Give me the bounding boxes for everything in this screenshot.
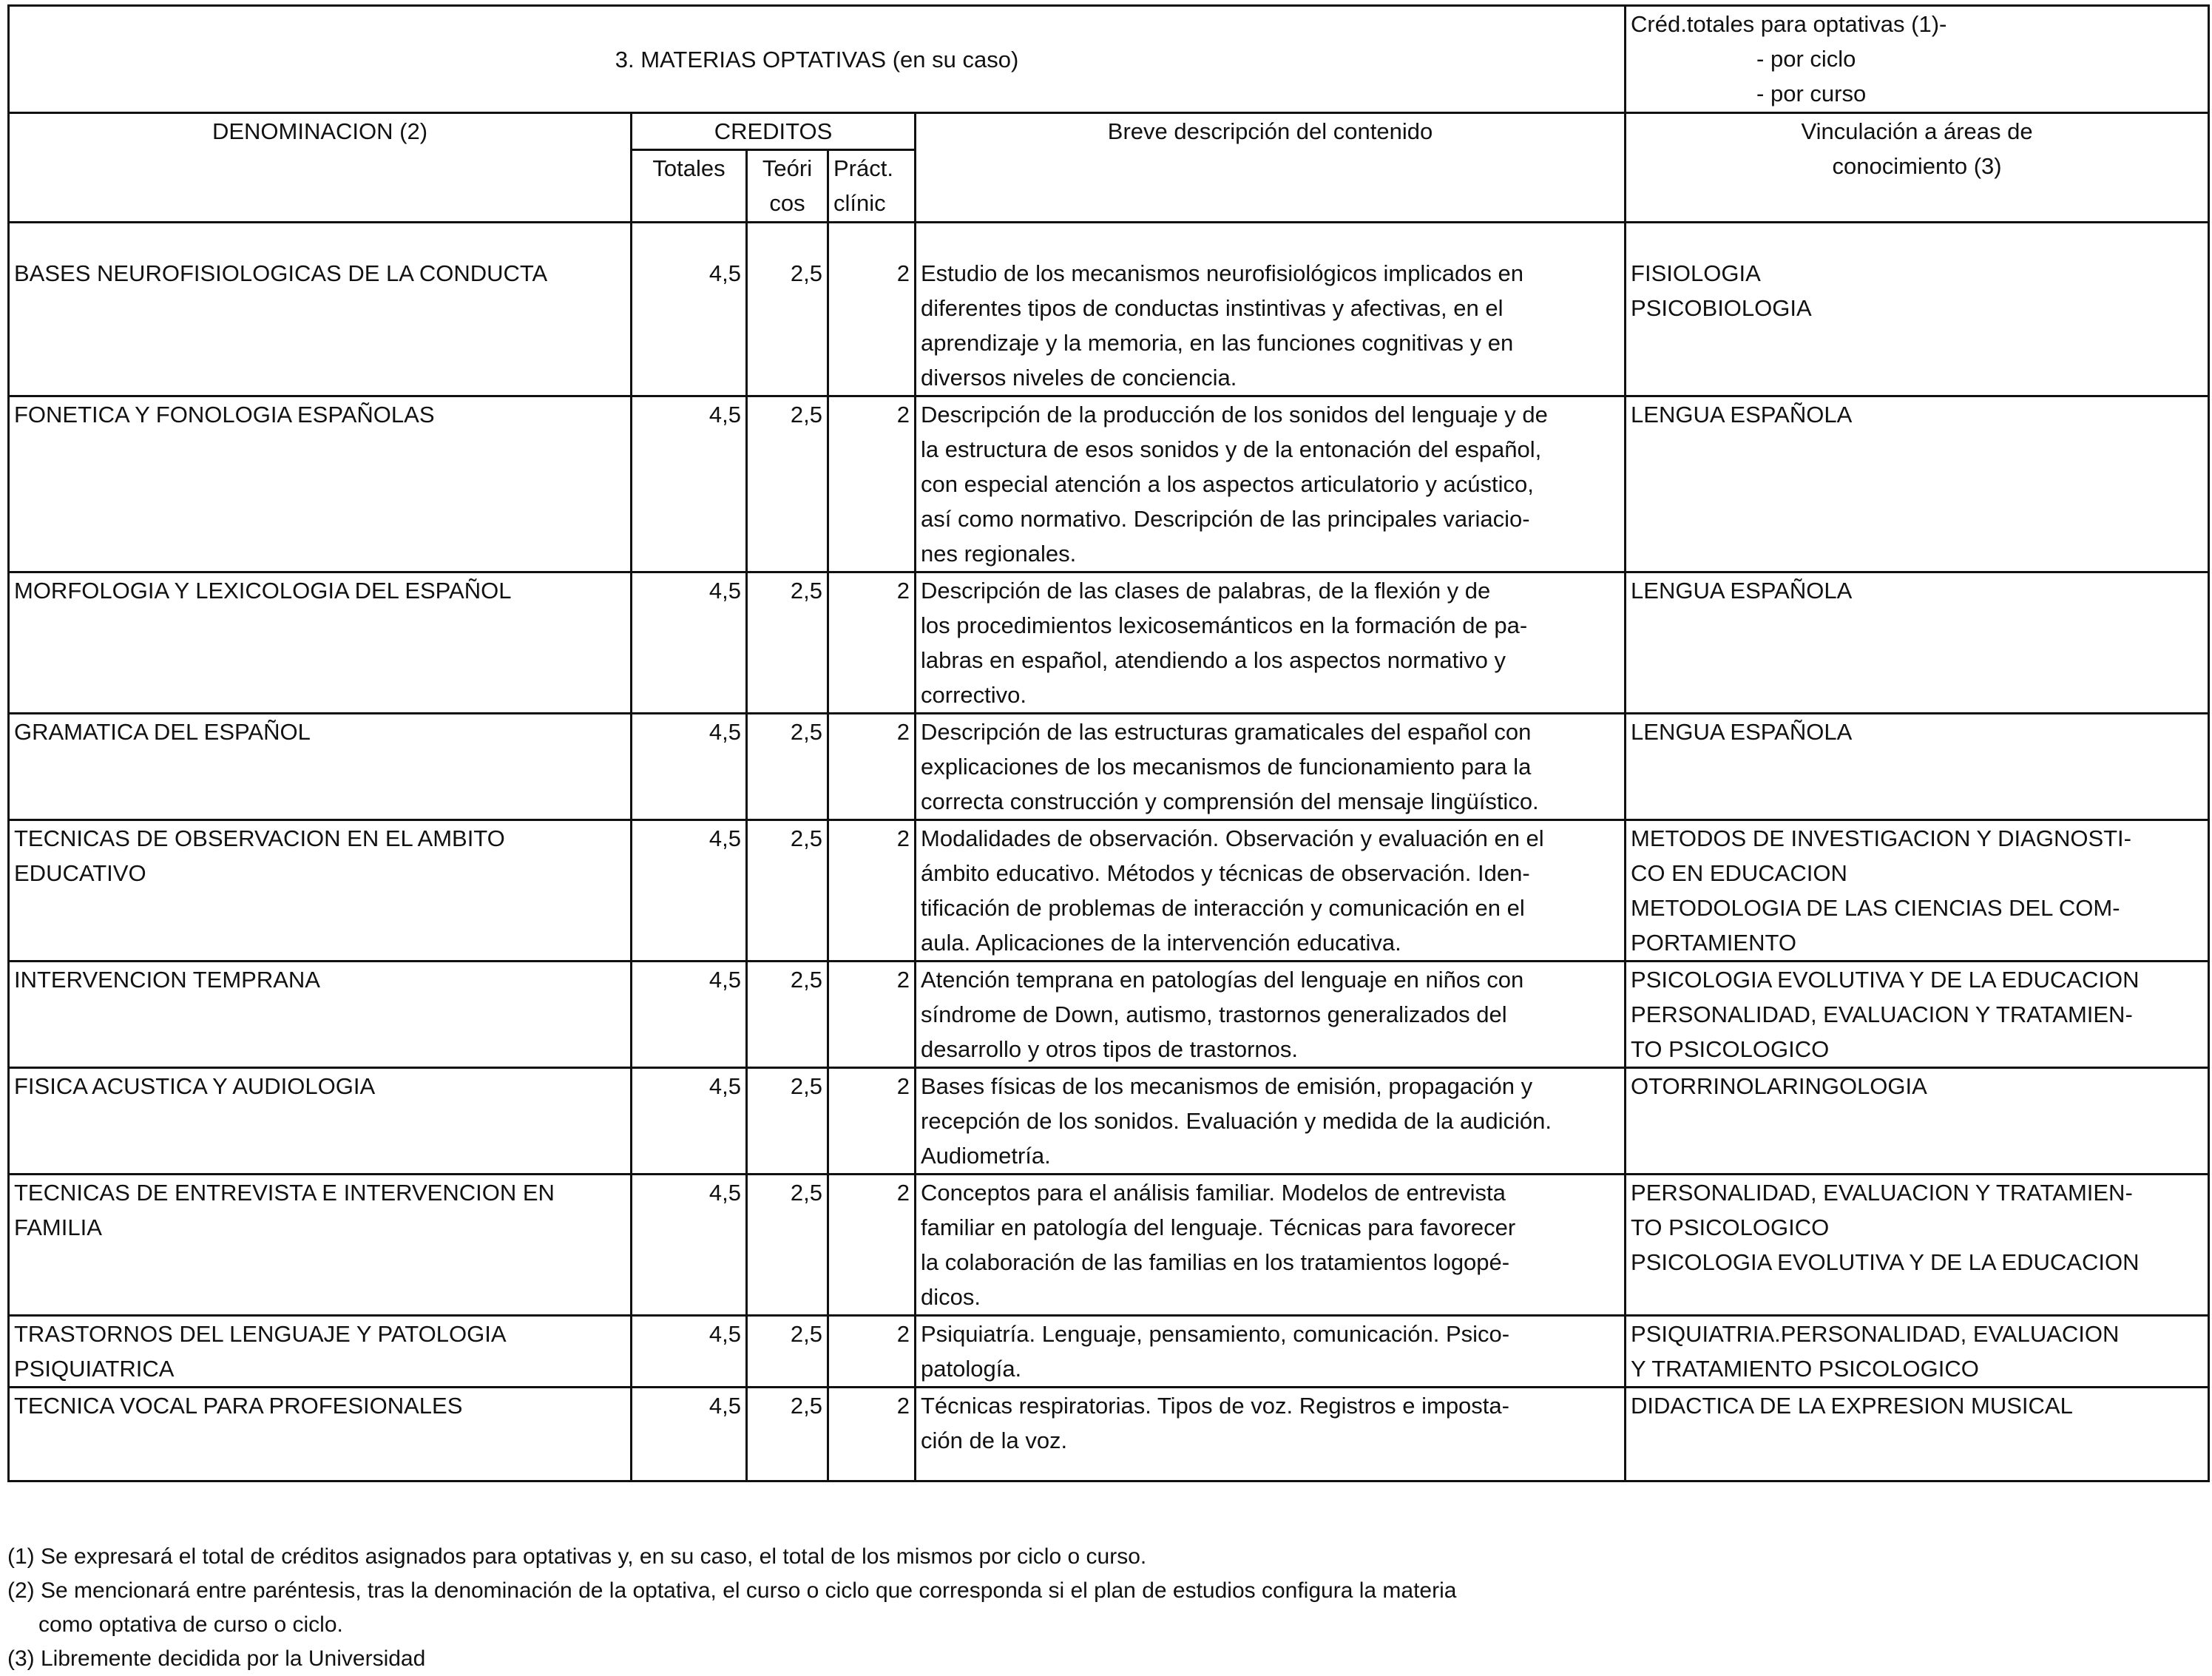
- footnote-2-continued: como optativa de curso o ciclo.: [38, 1612, 343, 1637]
- vinculacion-header-line2: conocimiento (3): [1832, 153, 2002, 179]
- subject-name-line: TECNICAS DE ENTREVISTA E INTERVENCION EN: [14, 1180, 555, 1206]
- knowledge-areas-line: OTORRINOLARINGOLOGIA: [1631, 1073, 1927, 1099]
- knowledge-areas-line: CO EN EDUCACION: [1631, 860, 1847, 886]
- descripcion-header: Breve descripción del contenido: [916, 113, 1626, 223]
- credits-practicos: 2: [828, 962, 916, 1068]
- credits-practicos: 2: [828, 1388, 916, 1481]
- footnote-1: (1) Se expresará el total de créditos asignados para optativas y, en su caso, el total de los mismos por ciclo o curso.: [7, 1544, 1147, 1569]
- credits-teoricos: 2,5: [747, 572, 828, 714]
- content-description-line: Psiquiatría. Lenguaje, pensamiento, comunicación. Psico-: [921, 1321, 1510, 1347]
- footnotes: [7, 1540, 2196, 1676]
- credits-practicos: 2: [828, 572, 916, 714]
- credits-teoricos: 2,5: [747, 820, 828, 962]
- teoricos-header-line1: Teóri: [762, 155, 813, 181]
- vinculacion-header: [1626, 113, 2209, 223]
- credits-teoricos: 2,5: [747, 714, 828, 820]
- knowledge-areas: [1626, 1068, 2209, 1175]
- content-description-line: Audiometría.: [921, 1143, 1051, 1169]
- content-description-line: Descripción de la producción de los sonidos del lenguaje y de: [921, 402, 1548, 428]
- credits-totales: 4,5: [632, 714, 747, 820]
- content-description-line: síndrome de Down, autismo, trastornos generalizados del: [921, 1001, 1507, 1027]
- per-course-label: - por curso: [1756, 81, 1867, 107]
- content-description: [916, 1175, 1626, 1316]
- knowledge-areas-line: DIDACTICA DE LA EXPRESION MUSICAL: [1631, 1393, 2073, 1419]
- content-description-line: con especial atención a los aspectos articulatorio y acústico,: [921, 471, 1534, 497]
- content-description-line: Atención temprana en patologías del lenguaje en niños con: [921, 967, 1524, 993]
- content-description-line: Estudio de los mecanismos neurofisiológicos implicados en: [921, 260, 1524, 286]
- knowledge-areas: [1626, 820, 2209, 962]
- credits-practicos: 2: [828, 820, 916, 962]
- practicos-header: [828, 150, 916, 223]
- table-row: [9, 1388, 2209, 1481]
- table-top-header: [9, 6, 2209, 113]
- footnote-3: (3) Libremente decidida por la Universidad: [7, 1646, 426, 1671]
- footnote-2: (2) Se mencionará entre paréntesis, tras la denominación de la optativa, el curso o ciclo que corresponda si el plan de estudios configura la materia: [7, 1578, 1457, 1603]
- credits-totales: 4,5: [632, 1388, 747, 1481]
- subject-name: [9, 714, 632, 820]
- credits-teoricos: 2,5: [747, 396, 828, 572]
- practicos-header-line2: clínic: [833, 190, 886, 216]
- content-description-line: ámbito educativo. Métodos y técnicas de observación. Iden-: [921, 860, 1530, 886]
- content-description: [916, 962, 1626, 1068]
- content-description-line: Bases físicas de los mecanismos de emisión, propagación y: [921, 1073, 1533, 1099]
- content-description-line: correcta construcción y comprensión del mensaje lingüístico.: [921, 788, 1539, 814]
- per-cycle-label: - por ciclo: [1756, 46, 1856, 72]
- knowledge-areas-line: Y TRATAMIENTO PSICOLOGICO: [1631, 1356, 1979, 1382]
- credits-total-label: Créd.totales para optativas (1)-: [1631, 11, 1947, 37]
- subject-name-line: BASES NEUROFISIOLOGICAS DE LA CONDUCTA: [14, 260, 548, 286]
- knowledge-areas-line: METODOLOGIA DE LAS CIENCIAS DEL COM-: [1631, 895, 2120, 921]
- table-row: [9, 396, 2209, 572]
- credits-practicos: 2: [828, 396, 916, 572]
- credits-teoricos: 2,5: [747, 1175, 828, 1316]
- content-description-line: Descripción de las estructuras gramaticales del español con: [921, 719, 1532, 745]
- credits-totales: 4,5: [632, 1175, 747, 1316]
- vinculacion-header-line1: Vinculación a áreas de: [1801, 118, 2033, 144]
- practicos-header-line1: Práct.: [833, 155, 893, 181]
- knowledge-areas: [1626, 1175, 2209, 1316]
- content-description-line: tificación de problemas de interacción y comunicación en el: [921, 895, 1525, 921]
- knowledge-areas-line: TO PSICOLOGICO: [1631, 1214, 1830, 1240]
- subject-name: [9, 962, 632, 1068]
- content-description-line: recepción de los sonidos. Evaluación y medida de la audición.: [921, 1108, 1552, 1134]
- content-description: [916, 396, 1626, 572]
- content-description: [916, 572, 1626, 714]
- content-description-line: Modalidades de observación. Observación y evaluación en el: [921, 825, 1544, 851]
- table-row: [9, 223, 2209, 396]
- knowledge-areas-line: LENGUA ESPAÑOLA: [1631, 578, 1853, 604]
- table-row: [9, 1316, 2209, 1388]
- subject-name-line: TECNICAS DE OBSERVACION EN EL AMBITO: [14, 825, 505, 851]
- subject-name-line: TECNICA VOCAL PARA PROFESIONALES: [14, 1393, 463, 1419]
- credits-totales: 4,5: [632, 962, 747, 1068]
- knowledge-areas: [1626, 223, 2209, 396]
- subject-name: [9, 820, 632, 962]
- content-description: [916, 223, 1626, 396]
- creditos-header: CREDITOS: [632, 113, 916, 150]
- denominacion-header: DENOMINACION (2): [9, 113, 632, 223]
- credits-practicos: 2: [828, 1175, 916, 1316]
- content-description-line: explicaciones de los mecanismos de funcionamiento para la: [921, 754, 1532, 780]
- knowledge-areas-line: PERSONALIDAD, EVALUACION Y TRATAMIEN-: [1631, 1001, 2133, 1027]
- content-description-line: aprendizaje y la memoria, en las funciones cognitivas y en: [921, 330, 1514, 356]
- subject-name-line: FONETICA Y FONOLOGIA ESPAÑOLAS: [14, 402, 435, 428]
- content-description-line: ción de la voz.: [921, 1427, 1068, 1453]
- content-description-line: los procedimientos lexicosemánticos en la formación de pa-: [921, 612, 1528, 638]
- content-description-line: diferentes tipos de conductas instintivas y afectivas, en el: [921, 295, 1504, 321]
- optional-subjects-table: [7, 4, 2210, 1482]
- knowledge-areas-line: FISIOLOGIA: [1631, 260, 1761, 286]
- content-description-line: dicos.: [921, 1284, 981, 1310]
- table-row: [9, 714, 2209, 820]
- table-row: [9, 820, 2209, 962]
- content-description: [916, 1388, 1626, 1481]
- credits-totales: 4,5: [632, 223, 747, 396]
- teoricos-header-line2: cos: [769, 190, 805, 216]
- content-description-line: Conceptos para el análisis familiar. Modelos de entrevista: [921, 1180, 1506, 1206]
- subject-name: [9, 572, 632, 714]
- subject-name: [9, 396, 632, 572]
- credits-teoricos: 2,5: [747, 1068, 828, 1175]
- content-description: [916, 1316, 1626, 1388]
- subject-name-line: FAMILIA: [14, 1214, 102, 1240]
- credits-totales: 4,5: [632, 396, 747, 572]
- credits-totales: 4,5: [632, 1068, 747, 1175]
- subject-name: [9, 1068, 632, 1175]
- content-description-line: la estructura de esos sonidos y de la entonación del español,: [921, 436, 1542, 462]
- table-row: [9, 962, 2209, 1068]
- table-row: [9, 1175, 2209, 1316]
- totales-header: Totales: [632, 150, 747, 223]
- knowledge-areas: [1626, 714, 2209, 820]
- table-column-header-top: [9, 113, 2209, 150]
- subject-name: [9, 1316, 632, 1388]
- content-description: [916, 1068, 1626, 1175]
- subject-name-line: INTERVENCION TEMPRANA: [14, 967, 320, 993]
- knowledge-areas-line: PORTAMIENTO: [1631, 930, 1796, 956]
- subject-name-line: FISICA ACUSTICA Y AUDIOLOGIA: [14, 1073, 376, 1099]
- knowledge-areas-line: PSICOBIOLOGIA: [1631, 295, 1812, 321]
- table-row: [9, 1068, 2209, 1175]
- subject-name-line: MORFOLOGIA Y LEXICOLOGIA DEL ESPAÑOL: [14, 578, 512, 604]
- teoricos-header: [747, 150, 828, 223]
- knowledge-areas: [1626, 1316, 2209, 1388]
- table-body: [9, 223, 2209, 1481]
- knowledge-areas-line: TO PSICOLOGICO: [1631, 1036, 1830, 1062]
- credits-teoricos: 2,5: [747, 962, 828, 1068]
- content-description-line: Descripción de las clases de palabras, de la flexión y de: [921, 578, 1491, 604]
- content-description-line: correctivo.: [921, 682, 1026, 708]
- knowledge-areas-line: LENGUA ESPAÑOLA: [1631, 719, 1853, 745]
- content-description-line: desarrollo y otros tipos de trastornos.: [921, 1036, 1299, 1062]
- content-description-line: así como normativo. Descripción de las principales variacio-: [921, 506, 1530, 532]
- knowledge-areas: [1626, 572, 2209, 714]
- knowledge-areas-line: PSICOLOGIA EVOLUTIVA Y DE LA EDUCACION: [1631, 967, 2140, 993]
- knowledge-areas: [1626, 396, 2209, 572]
- subject-name: [9, 1175, 632, 1316]
- content-description-line: labras en español, atendiendo a los aspectos normativo y: [921, 647, 1506, 673]
- knowledge-areas-line: PSIQUIATRIA.PERSONALIDAD, EVALUACION: [1631, 1321, 2120, 1347]
- subject-name-line: PSIQUIATRICA: [14, 1356, 175, 1382]
- credits-practicos: 2: [828, 714, 916, 820]
- content-description-line: patología.: [921, 1356, 1022, 1382]
- content-description-line: la colaboración de las familias en los tratamientos logopé-: [921, 1249, 1510, 1275]
- subject-name: [9, 223, 632, 396]
- subject-name-line: GRAMATICA DEL ESPAÑOL: [14, 719, 311, 745]
- knowledge-areas-line: LENGUA ESPAÑOLA: [1631, 402, 1853, 428]
- subject-name-line: EDUCATIVO: [14, 860, 146, 886]
- knowledge-areas: [1626, 1388, 2209, 1481]
- credits-practicos: 2: [828, 223, 916, 396]
- credits-practicos: 2: [828, 1316, 916, 1388]
- credits-teoricos: 2,5: [747, 1388, 828, 1481]
- credits-total-cell: [1626, 6, 2209, 113]
- content-description-line: Técnicas respiratorias. Tipos de voz. Registros e imposta-: [921, 1393, 1509, 1419]
- content-description-line: diversos niveles de conciencia.: [921, 365, 1237, 391]
- content-description: [916, 714, 1626, 820]
- credits-practicos: 2: [828, 1068, 916, 1175]
- knowledge-areas-line: METODOS DE INVESTIGACION Y DIAGNOSTI-: [1631, 825, 2131, 851]
- subject-name: [9, 1388, 632, 1481]
- section-title: 3. MATERIAS OPTATIVAS (en su caso): [9, 6, 1626, 113]
- credits-totales: 4,5: [632, 820, 747, 962]
- content-description-line: nes regionales.: [921, 541, 1077, 567]
- content-description-line: familiar en patología del lenguaje. Técnicas para favorecer: [921, 1214, 1516, 1240]
- credits-totales: 4,5: [632, 572, 747, 714]
- knowledge-areas-line: PERSONALIDAD, EVALUACION Y TRATAMIEN-: [1631, 1180, 2133, 1206]
- content-description: [916, 820, 1626, 962]
- content-description-line: aula. Aplicaciones de la intervención educativa.: [921, 930, 1401, 956]
- knowledge-areas: [1626, 962, 2209, 1068]
- credits-teoricos: 2,5: [747, 223, 828, 396]
- table-row: [9, 572, 2209, 714]
- knowledge-areas-line: PSICOLOGIA EVOLUTIVA Y DE LA EDUCACION: [1631, 1249, 2140, 1275]
- subject-name-line: TRASTORNOS DEL LENGUAJE Y PATOLOGIA: [14, 1321, 507, 1347]
- credits-totales: 4,5: [632, 1316, 747, 1388]
- credits-teoricos: 2,5: [747, 1316, 828, 1388]
